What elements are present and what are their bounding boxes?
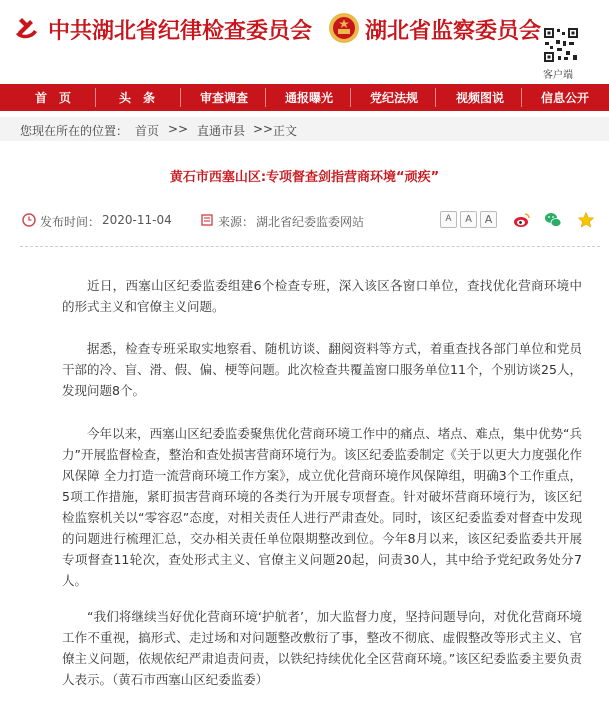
qr-code-icon[interactable] xyxy=(543,27,579,63)
meta-divider xyxy=(20,246,600,247)
font-size-large-button[interactable]: A xyxy=(480,211,497,228)
nav-item-video[interactable]: 视频图说 xyxy=(456,91,505,105)
breadcrumb-separator: >> xyxy=(253,122,274,136)
nav-item-home[interactable]: 首 页 xyxy=(35,91,72,105)
nav-divider xyxy=(521,88,522,107)
qr-label[interactable]: 客户端 xyxy=(543,70,573,81)
publish-label: 发布时间： xyxy=(40,215,101,229)
clock-icon xyxy=(22,213,36,227)
article-paragraph: “我们将继续当好优化营商环境‘护航者’，加大监督力度，坚持问题导向，对优化营商环境工作不重视，搞形式、走过场和对问题整改敷衍了事，整改不彻底、虚假整改等形式主义、官僚主义问题，依规依纪严肃追责问责，以铁纪持续优化全区营商环境。”该区纪委监委主要负责人表示。（黄石市西塞山区纪委监委） xyxy=(62,609,582,687)
font-size-small-button[interactable]: A xyxy=(440,211,457,228)
nav-item-investigation[interactable]: 审查调查 xyxy=(200,91,249,105)
nav-divider xyxy=(265,88,266,107)
national-emblem-icon xyxy=(328,12,360,44)
article-meta xyxy=(20,201,600,241)
breadcrumb-current: 正文 xyxy=(273,124,298,138)
breadcrumb-separator: >> xyxy=(168,122,189,136)
nav-item-info-disclosure[interactable]: 信息公开 xyxy=(541,91,590,105)
nav-divider xyxy=(350,88,351,107)
party-emblem-icon xyxy=(10,12,42,44)
site-title-right[interactable]: 湖北省监察委员会 xyxy=(365,19,542,44)
source-icon xyxy=(200,213,214,227)
nav-divider xyxy=(435,88,436,107)
site-title-left[interactable]: 中共湖北省纪律检查委员会 xyxy=(48,19,313,44)
nav-item-regulations[interactable]: 党纪法规 xyxy=(370,91,419,105)
article-title: 黄石市西塞山区:专项督查剑指营商环境“顽疾” xyxy=(169,170,440,185)
font-size-medium-button[interactable]: A xyxy=(460,211,477,228)
nav-divider xyxy=(180,88,181,107)
breadcrumb-home[interactable]: 首页 xyxy=(135,124,160,138)
nav-item-headlines[interactable]: 头 条 xyxy=(119,91,156,105)
article-paragraph: 据悉，检查专班采取实地察看、随机访谈、翻阅资料等方式，着重查找各部门单位和党员干部的冷、盲、滑、假、偏、梗等问题。此次检查共覆盖窗口服务单位11个，个别访谈25人，发现问题8个。 xyxy=(62,341,582,398)
article-paragraph: 今年以来，西塞山区纪委监委聚焦优化营商环境工作中的痛点、堵点、难点，集中优势“兵力”开展监督检查，整治和查处损害营商环境行为。该区纪委监委制定《关于以更大力度强化作风保障 全力打造一流营商环境工作方案》，成立优化营商环境作风保障组，明确3个工作重点，5项工作措施，紧盯损害营商环境的各类行为开展专项督查。针对破坏营商环境行为，该区纪检监察机关以“零容忍”态度，对相关责任人进行严肃查处。同时，该区纪委监委对督查中发现的问题进行梳理汇总，交办相关责任单位限期整改到位。今年8月以来，该区纪委监委共开展专项督查11轮次，查处形式主义、官僚主义问题20起，问责30人，其中给予党纪政务处分7人。 xyxy=(62,426,582,588)
breadcrumb-section[interactable]: 直通市县 xyxy=(197,124,246,138)
breadcrumb xyxy=(0,117,609,141)
source-label: 来源： xyxy=(218,215,255,229)
article-source: 湖北省纪委监委网站 xyxy=(256,215,365,229)
publish-date: 2020-11-04 xyxy=(102,213,172,227)
wechat-icon[interactable] xyxy=(544,211,562,229)
favorite-star-icon[interactable] xyxy=(577,211,595,229)
nav-item-exposure[interactable]: 通报曝光 xyxy=(285,91,334,105)
article-paragraph: 近日，西塞山区纪委监委组建6个检查专班，深入该区各窗口单位，查找优化营商环境中的形式主义和官僚主义问题。 xyxy=(62,278,582,314)
weibo-icon[interactable] xyxy=(513,211,531,229)
main-nav xyxy=(0,84,609,111)
breadcrumb-prefix: 您现在所在的位置： xyxy=(20,124,129,138)
site-header xyxy=(0,0,609,80)
nav-divider xyxy=(95,88,96,107)
